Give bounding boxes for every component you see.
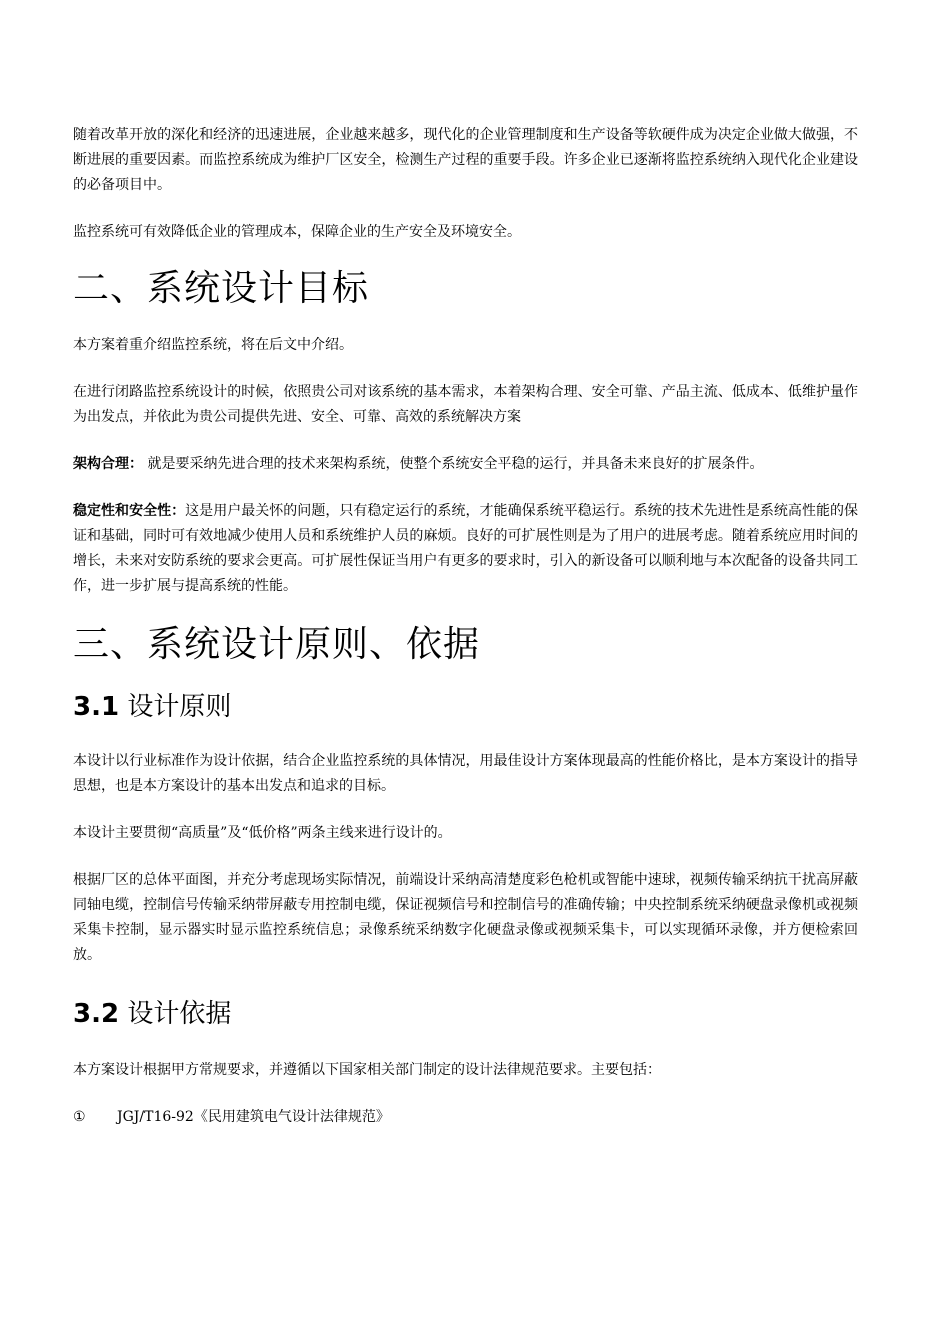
subsection-3-1-heading: [73, 689, 858, 725]
list-item-marker: ①: [73, 1109, 86, 1125]
subsection-3-2-number: 3.2: [73, 999, 120, 1029]
subsection-3-1-title: 设计原则: [119, 692, 232, 722]
subsection-3-1-paragraph-2: 本设计主要贯彻“高质量”及“低价格”两条主线来进行设计的。: [73, 825, 452, 841]
subsection-3-2-title: 设计依据: [119, 999, 232, 1029]
subsection-3-1-paragraph-3: 根据厂区的总体平面图，并充分考虑现场实际情况，前端设计采纳高清楚度彩色枪机或智能中速球，视频传输采纳抗干扰高屏蔽同轴电缆，控制信号传输采纳带屏蔽专用控制电缆，保证视频信号和控制信号的准确传输；中央控制系统采纳硬盘录像机或视频采集卡控制，显示器实时显示监控系统信息；录像系统采纳数字化硬盘录像或视频采集卡，可以实现循环录像，并方便检索回放。: [73, 872, 858, 963]
list-item-text: JGJ/T16-92《民用建筑电气设计法律规范》: [117, 1109, 390, 1125]
subsection-3-2-paragraph-1: 本方案设计根据甲方常规要求，并遵循以下国家相关部门制定的设计法律规范要求。主要包括：: [73, 1062, 661, 1078]
intro-paragraph-2: 监控系统可有效降低企业的管理成本，保障企业的生产安全及环境安全。: [73, 224, 521, 240]
standards-list-item: [73, 1105, 858, 1130]
section-2-paragraph-2: 在进行闭路监控系统设计的时候，依照贵公司对该系统的基本需求，本着架构合理、安全可靠、产品主流、低成本、低维护量作为出发点，并依此为贵公司提供先进、安全、可靠、高效的系统解决方案: [73, 384, 858, 425]
subsection-3-2-heading: [73, 996, 858, 1032]
stability-text: 这是用户最关怀的问题，只有稳定运行的系统，才能确保系统平稳运行。系统的技术先进性是系统高性能的保证和基础，同时可有效地减少使用人员和系统维护人员的麻烦。良好的可扩展性则是为了用户的进展考虑。随着系统应用时间的增长，未来对安防系统的要求会更高。可扩展性保证当用户有更多的要求时，引入的新设备可以顺利地与本次配备的设备共同工作，进一步扩展与提高系统的性能。: [73, 503, 859, 594]
architecture-label: 架构合理：: [73, 456, 143, 472]
stability-label: 稳定性和安全性：: [73, 503, 186, 519]
subsection-3-1-paragraph-1: 本设计以行业标准作为设计依据，结合企业监控系统的具体情况，用最佳设计方案体现最高的性能价格比，是本方案设计的指导思想，也是本方案设计的基本出发点和追求的目标。: [73, 753, 858, 794]
architecture-text: 就是要采纳先进合理的技术来架构系统，使整个系统安全平稳的运行，并具备未来良好的扩展条件。: [143, 456, 764, 472]
section-2-paragraph-1: 本方案着重介绍监控系统，将在后文中介绍。: [73, 337, 353, 353]
stability-paragraph: [73, 499, 858, 599]
architecture-paragraph: [73, 452, 858, 477]
subsection-3-1-number: 3.1: [73, 692, 120, 722]
document-page: [73, 123, 858, 1130]
section-3-heading: 三、系统设计原则、依据: [73, 624, 481, 665]
intro-paragraph-1: 随着改革开放的深化和经济的迅速进展，企业越来越多，现代化的企业管理制度和生产设备等软硬件成为决定企业做大做强，不断进展的重要因素。而监控系统成为维护厂区安全，检测生产过程的重要手段。许多企业已逐渐将监控系统纳入现代化企业建设的必备项目中。: [73, 127, 858, 193]
section-2-heading: 二、系统设计目标: [73, 268, 370, 309]
